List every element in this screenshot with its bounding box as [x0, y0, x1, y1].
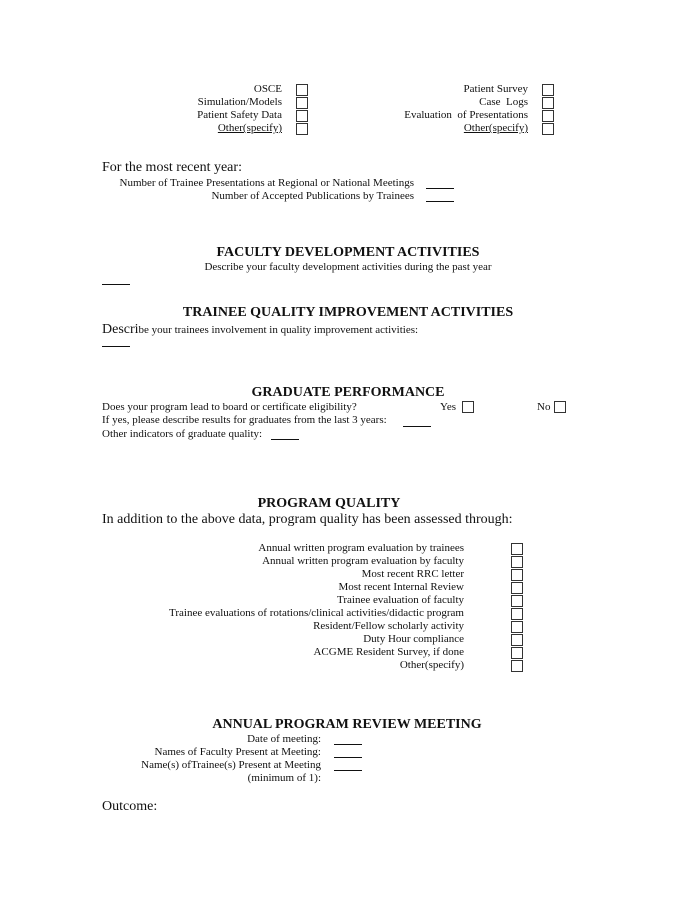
method-label-simulation: Simulation/Models: [197, 96, 282, 108]
eligibility-yes-checkbox[interactable]: [462, 401, 474, 413]
pq-rrc-letter-checkbox[interactable]: [511, 569, 523, 581]
presentations-label: Number of Trainee Presentations at Regional or National Meetings: [119, 177, 414, 189]
eligibility-question: Does your program lead to board or certificate eligibility?: [102, 401, 357, 413]
faculty-development-title: FACULTY DEVELOPMENT ACTIVITIES: [216, 245, 480, 260]
review-meeting-title: ANNUAL PROGRAM REVIEW MEETING: [212, 717, 482, 732]
program-quality-intro: In addition to the above data, program quality has been assessed through:: [102, 512, 513, 527]
method-label-evaluation-presentations: Evaluation of Presentations: [404, 109, 528, 121]
case-logs-checkbox[interactable]: [542, 97, 554, 109]
pq-scholarly-activity-checkbox[interactable]: [511, 621, 523, 633]
method-label-patient-safety: Patient Safety Data: [197, 109, 282, 121]
pq-item-label: Other(specify): [399, 659, 464, 671]
program-quality-title: PROGRAM QUALITY: [257, 496, 401, 511]
method-label-patient-survey: Patient Survey: [463, 83, 528, 95]
pq-item-label: Most recent Internal Review: [338, 581, 464, 593]
other-indicators-label: Other indicators of graduate quality:: [102, 428, 263, 440]
method-label-case-logs: Case Logs: [479, 96, 528, 108]
trainee-qi-title: TRAINEE QUALITY IMPROVEMENT ACTIVITIES: [182, 305, 514, 320]
method-label-other-right: Other(specify): [463, 122, 528, 134]
method-label-other-left: Other(specify): [217, 122, 282, 134]
pq-faculty-evaluation-checkbox[interactable]: [511, 556, 523, 568]
trainee-minimum-label: (minimum of 1):: [247, 772, 321, 784]
pq-item-label: Annual written program evaluation by faculty: [262, 555, 464, 567]
meeting-date-label: Date of meeting:: [247, 733, 321, 745]
trainee-qi-prompt-rest: be your trainees involvement in quality improvement activities:: [138, 324, 419, 336]
pq-item-label: Resident/Fellow scholarly activity: [313, 620, 464, 632]
no-label: No: [537, 401, 551, 413]
other-indicators-field[interactable]: [271, 439, 299, 440]
publications-count-field[interactable]: [426, 201, 454, 202]
eligibility-no-checkbox[interactable]: [554, 401, 566, 413]
pq-other-checkbox[interactable]: [511, 660, 523, 672]
pq-duty-hour-checkbox[interactable]: [511, 634, 523, 646]
pq-item-label: Trainee evaluation of faculty: [337, 594, 464, 606]
meeting-date-field[interactable]: [334, 744, 362, 745]
presentations-count-field[interactable]: [426, 188, 454, 189]
faculty-development-field[interactable]: [102, 284, 130, 285]
simulation-checkbox[interactable]: [296, 97, 308, 109]
faculty-development-prompt: Describe your faculty development activities during the past year: [204, 261, 492, 273]
yes-label: Yes: [440, 401, 457, 413]
pq-item-label: ACGME Resident Survey, if done: [313, 646, 464, 658]
trainee-present-label: Name(s) ofTrainee(s) Present at Meeting: [141, 759, 321, 771]
trainee-qi-prompt-lead: Descri: [102, 322, 139, 337]
graduate-performance-title: GRADUATE PERFORMANCE: [251, 385, 445, 400]
pq-item-label: Duty Hour compliance: [363, 633, 464, 645]
other-right-checkbox[interactable]: [542, 123, 554, 135]
pq-trainee-evaluation-checkbox[interactable]: [511, 543, 523, 555]
method-label-osce: OSCE: [253, 83, 282, 95]
pq-item-label: Trainee evaluations of rotations/clinical activities/didactic program: [169, 607, 464, 619]
faculty-present-label: Names of Faculty Present at Meeting:: [154, 746, 321, 758]
patient-survey-checkbox[interactable]: [542, 84, 554, 96]
pq-rotation-evaluations-checkbox[interactable]: [511, 608, 523, 620]
recent-year-heading: For the most recent year:: [102, 160, 242, 175]
pq-item-label: Most recent RRC letter: [361, 568, 464, 580]
evaluation-presentations-checkbox[interactable]: [542, 110, 554, 122]
results-label: If yes, please describe results for graduates from the last 3 years:: [102, 414, 387, 426]
trainee-present-field[interactable]: [334, 770, 362, 771]
pq-item-label: Annual written program evaluation by trainees: [258, 542, 464, 554]
pq-faculty-eval-by-trainee-checkbox[interactable]: [511, 595, 523, 607]
pq-internal-review-checkbox[interactable]: [511, 582, 523, 594]
publications-label: Number of Accepted Publications by Trainees: [211, 190, 414, 202]
osce-checkbox[interactable]: [296, 84, 308, 96]
patient-safety-checkbox[interactable]: [296, 110, 308, 122]
trainee-qi-prompt: [102, 320, 418, 338]
faculty-present-field[interactable]: [334, 757, 362, 758]
other-left-checkbox[interactable]: [296, 123, 308, 135]
trainee-qi-field[interactable]: [102, 346, 130, 347]
pq-acgme-survey-checkbox[interactable]: [511, 647, 523, 659]
results-field[interactable]: [403, 426, 431, 427]
outcome-label: Outcome:: [102, 799, 158, 814]
